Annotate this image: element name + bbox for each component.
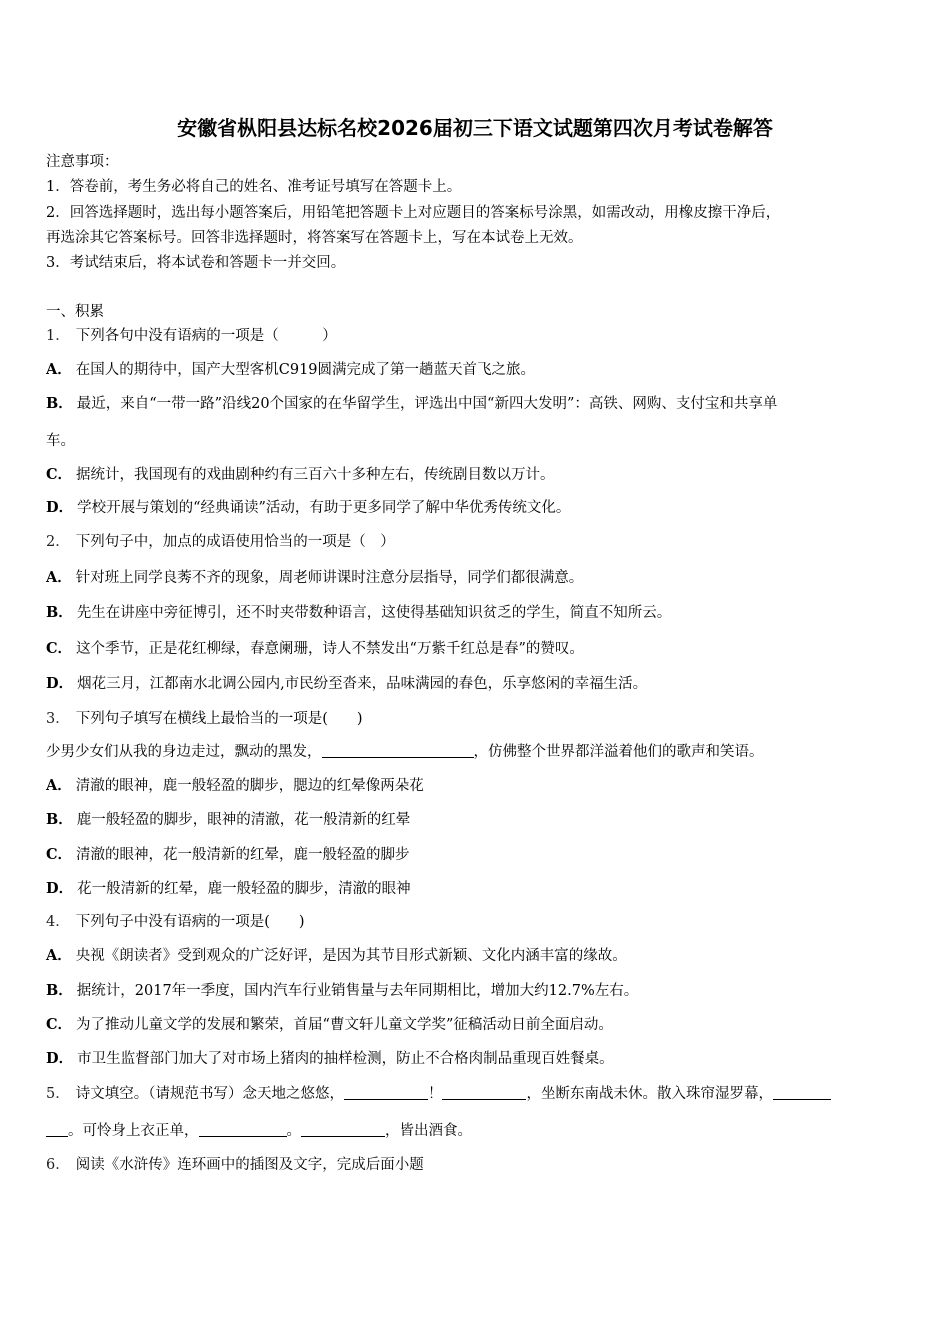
option-key: B． bbox=[46, 982, 73, 999]
question-stem: 阅读《水浒传》连环画中的插图及文字，完成后面小题 bbox=[75, 1157, 424, 1173]
answer-blank[interactable] bbox=[773, 1085, 831, 1100]
question-stem: 下列句子中，加点的成语使用恰当的一项是（ ） bbox=[75, 534, 395, 550]
option-key: D． bbox=[46, 880, 74, 897]
option-text: 最近，来自“一带一路”沿线20个国家的在华留学生，评选出中国“新四大发明”：高铁、网购、支付宝和共享单 bbox=[76, 396, 778, 412]
option-d bbox=[46, 1049, 614, 1069]
question-1 bbox=[46, 326, 337, 346]
option-key: B． bbox=[46, 395, 73, 412]
section-heading: 一、积累 bbox=[46, 304, 104, 320]
notice-item: 3．考试结束后，将本试卷和答题卡一并交回。 bbox=[46, 255, 346, 271]
option-key: D． bbox=[46, 675, 74, 692]
question-stem: 下列句子中没有语病的一项是( ) bbox=[75, 914, 305, 930]
option-key: D． bbox=[46, 499, 74, 516]
notice-item: 1．答卷前，考生务必将自己的姓名、准考证号填写在答题卡上。 bbox=[46, 179, 462, 195]
option-key: A． bbox=[46, 947, 72, 964]
question-stem: 。 bbox=[286, 1123, 301, 1139]
question-5 bbox=[46, 1084, 831, 1104]
option-b bbox=[46, 810, 410, 830]
option-text: 清澈的眼神，花一般清新的红晕，鹿一般轻盈的脚步 bbox=[76, 847, 410, 863]
option-text: 烟花三月，江都南水北调公园内,市民纷至沓来，品味满园的春色，乐享悠闲的幸福生活。 bbox=[77, 676, 648, 692]
passage-text: ，仿佛整个世界都洋溢着他们的歌声和笑语。 bbox=[473, 744, 764, 760]
option-text: 花一般清新的红晕，鹿一般轻盈的脚步，清澈的眼神 bbox=[77, 881, 411, 897]
option-key: C． bbox=[46, 846, 73, 863]
answer-blank[interactable] bbox=[442, 1085, 526, 1100]
option-text: 先生在讲座中旁征博引，还不时夹带数种语言，这使得基础知识贫乏的学生，简直不知所云。 bbox=[76, 605, 672, 621]
option-a bbox=[46, 776, 424, 796]
question-stem: ！ bbox=[427, 1086, 443, 1102]
question-2 bbox=[46, 532, 395, 552]
option-text: 央视《朗读者》受到观众的广泛好评，是因为其节目形式新颖、文化内涵丰富的缘故。 bbox=[75, 948, 627, 964]
option-b bbox=[46, 603, 671, 623]
option-d bbox=[46, 879, 411, 899]
question-stem: 。可怜身上衣正单， bbox=[68, 1123, 199, 1139]
option-text: 据统计，我国现有的戏曲剧种约有三百六十多种左右，传统剧目数以万计。 bbox=[76, 467, 555, 483]
option-text: 据统计，2017年一季度，国内汽车行业销售量与去年同期相比，增加大约12.7%左右。 bbox=[76, 983, 639, 999]
option-text: 车。 bbox=[46, 433, 75, 449]
question-number: 1． bbox=[46, 328, 70, 344]
answer-blank[interactable] bbox=[301, 1122, 385, 1137]
answer-blank[interactable] bbox=[46, 1122, 68, 1137]
option-c bbox=[46, 465, 555, 485]
option-text: 这个季节，正是花红柳绿，春意阑珊，诗人不禁发出“万紫千红总是春”的赞叹。 bbox=[76, 641, 584, 657]
option-a bbox=[46, 568, 583, 588]
answer-blank[interactable] bbox=[322, 743, 474, 758]
option-key: C． bbox=[46, 640, 73, 657]
answer-blank[interactable] bbox=[344, 1085, 428, 1100]
option-a bbox=[46, 360, 535, 380]
option-key: C． bbox=[46, 466, 73, 483]
option-key: B． bbox=[46, 604, 73, 621]
question-stem: ，皆出酒食。 bbox=[385, 1123, 472, 1139]
question-6 bbox=[46, 1155, 424, 1175]
question-4 bbox=[46, 912, 305, 932]
option-c bbox=[46, 1015, 613, 1035]
option-text: 清澈的眼神，鹿一般轻盈的脚步，腮边的红晕像两朵花 bbox=[75, 778, 424, 794]
question-5-line2 bbox=[46, 1121, 472, 1141]
option-text: 学校开展与策划的“经典诵读”活动，有助于更多同学了解中华优秀传统文化。 bbox=[77, 500, 571, 516]
option-text: 为了推动儿童文学的发展和繁荣，首届“曹文轩儿童文学奖”征稿活动日前全面启动。 bbox=[76, 1017, 613, 1033]
question-number: 3． bbox=[46, 711, 70, 727]
option-b bbox=[46, 394, 777, 414]
option-text: 针对班上同学良莠不齐的现象，周老师讲课时注意分层指导，同学们都很满意。 bbox=[75, 570, 584, 586]
option-a bbox=[46, 946, 627, 966]
question-number: 5． bbox=[46, 1086, 70, 1102]
option-key: A． bbox=[46, 777, 72, 794]
question-stem: 下列各句中没有语病的一项是（ ） bbox=[75, 328, 337, 344]
question-stem: 下列句子填写在横线上最恰当的一项是( ) bbox=[75, 711, 363, 727]
option-key: B． bbox=[46, 811, 73, 828]
question-number: 6． bbox=[46, 1157, 70, 1173]
option-d bbox=[46, 674, 647, 694]
option-text: 在国人的期待中，国产大型客机C919圆满完成了第一趟蓝天首飞之旅。 bbox=[75, 362, 536, 378]
option-text: 市卫生监督部门加大了对市场上猪肉的抽样检测，防止不合格肉制品重现百姓餐桌。 bbox=[77, 1051, 614, 1067]
option-d bbox=[46, 498, 570, 518]
page-title: 安徽省枞阳县达标名校2026届初三下语文试题第四次月考试卷解答 bbox=[177, 116, 773, 140]
question-number: 2． bbox=[46, 534, 70, 550]
option-key: C． bbox=[46, 1016, 73, 1033]
option-text: 鹿一般轻盈的脚步，眼神的清澈，花一般清新的红晕 bbox=[76, 812, 411, 828]
option-c bbox=[46, 639, 584, 659]
notice-item: 再选涂其它答案标号。回答非选择题时，将答案写在答题卡上，写在本试卷上无效。 bbox=[46, 230, 583, 246]
question-stem: ，坐断东南战未休。散入珠帘湿罗幕， bbox=[526, 1086, 773, 1102]
option-b-continued bbox=[46, 431, 75, 451]
option-c bbox=[46, 845, 410, 865]
notice-heading: 注意事项： bbox=[46, 154, 119, 170]
option-key: A． bbox=[46, 569, 72, 586]
option-key: A． bbox=[46, 361, 72, 378]
question-passage bbox=[46, 742, 764, 762]
question-stem: 诗文填空。（请规范书写）念天地之悠悠， bbox=[75, 1086, 344, 1102]
option-key: D． bbox=[46, 1050, 74, 1067]
notice-item: 2．回答选择题时，选出每小题答案后，用铅笔把答题卡上对应题目的答案标号涂黑，如需改动，用橡皮擦干净后， bbox=[46, 205, 781, 221]
option-b bbox=[46, 981, 638, 1001]
passage-text: 少男少女们从我的身边走过，飘动的黑发， bbox=[46, 744, 322, 760]
answer-blank[interactable] bbox=[199, 1122, 287, 1137]
question-3 bbox=[46, 709, 363, 729]
question-number: 4． bbox=[46, 914, 70, 930]
